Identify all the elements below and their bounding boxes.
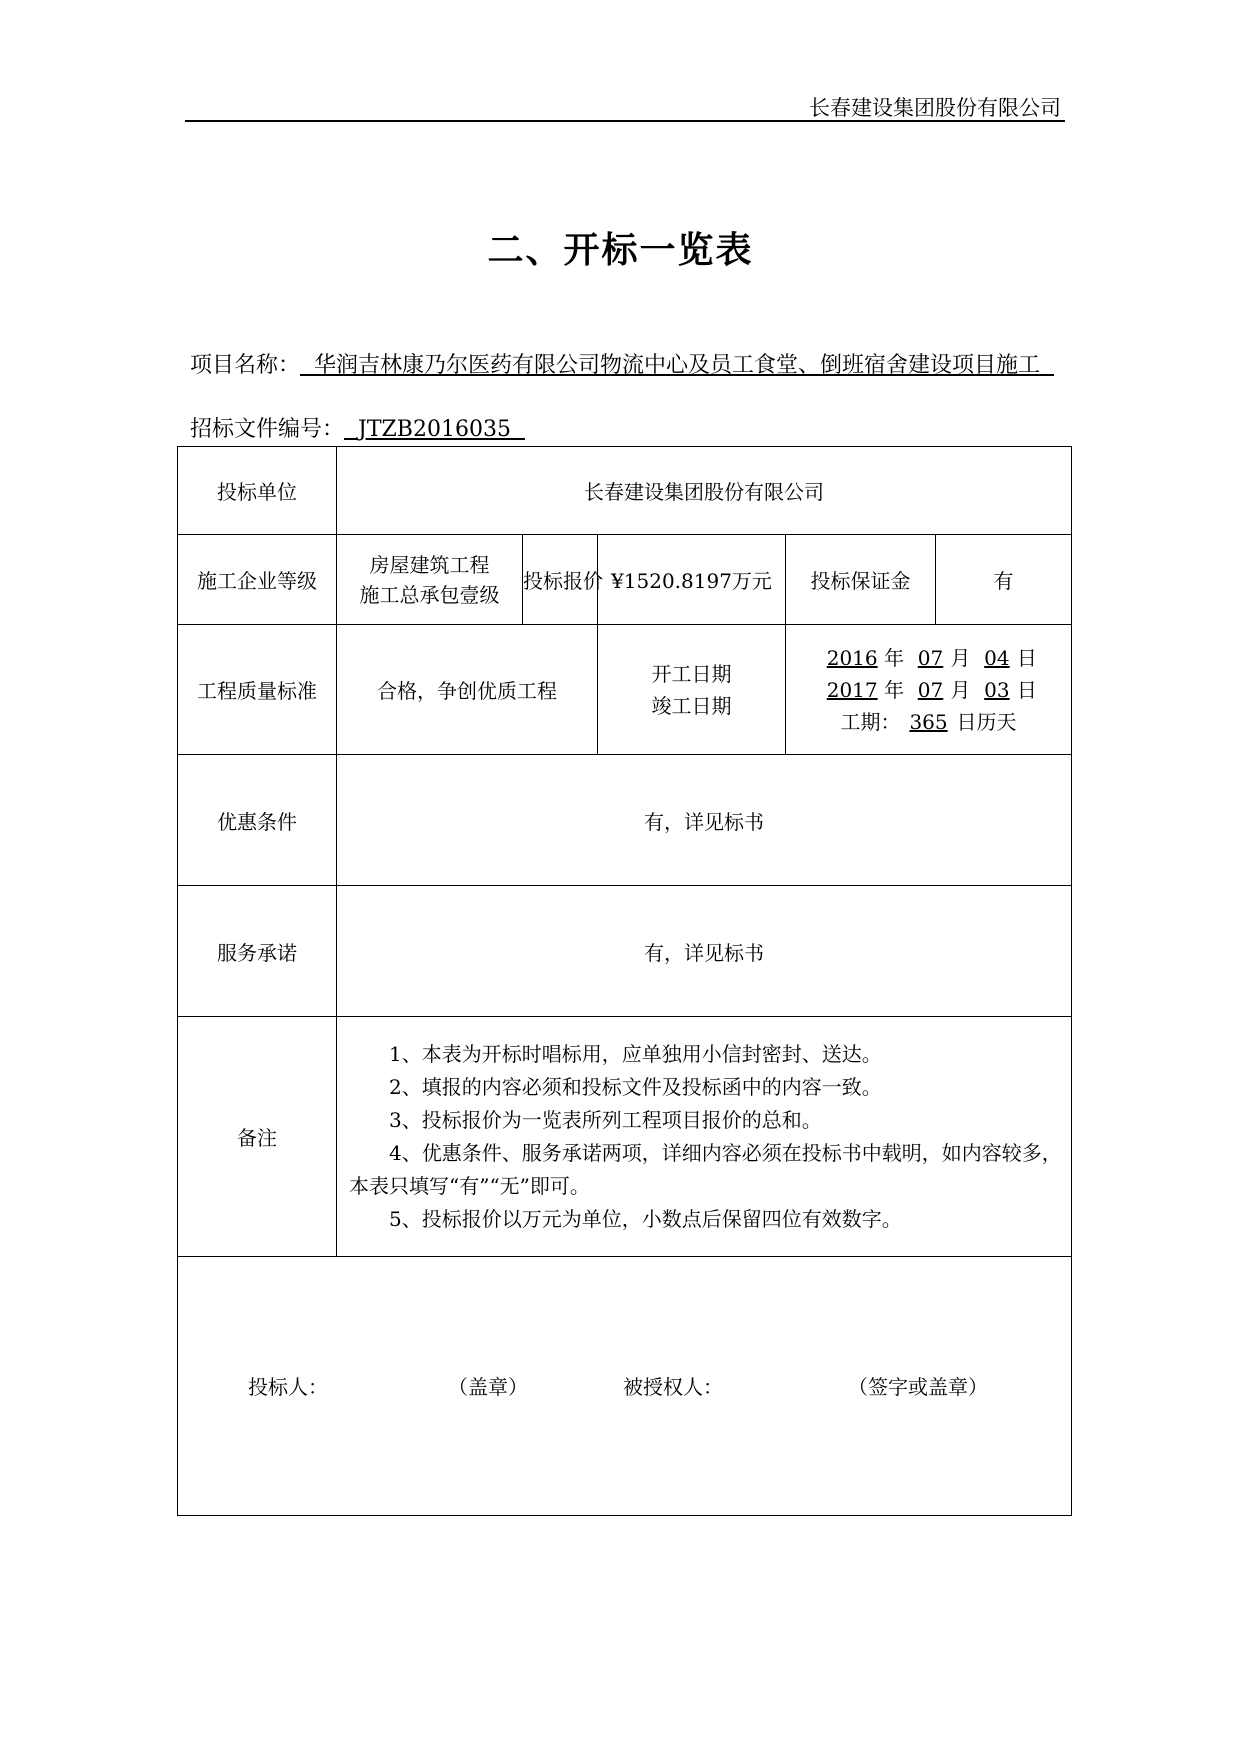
bidder-sign-label: 投标人：: [248, 1375, 328, 1399]
header-company: 长春建设集团股份有限公司: [809, 96, 1061, 120]
date-values: [786, 625, 1072, 755]
price-value: ¥1520.8197万元: [598, 535, 786, 625]
remarks-label: 备注: [178, 1017, 337, 1257]
doc-number-line: [190, 414, 525, 446]
deposit-label: 投标保证金: [786, 535, 936, 625]
bidder-label: 投标单位: [178, 447, 337, 535]
quality-label: 工程质量标准: [178, 625, 337, 755]
duration: 工期： 365 日历天: [840, 709, 1017, 734]
service-label: 服务承诺: [178, 886, 337, 1017]
remark-item: 3、投标报价为一览表所列工程项目报价的总和。: [389, 1107, 822, 1132]
remarks-list: [337, 1017, 1072, 1257]
deposit-value: 有: [936, 535, 1072, 625]
remark-item: 5、投标报价以万元为单位，小数点后保留四位有效数字。: [389, 1206, 902, 1231]
page-header: [185, 88, 1065, 122]
project-name: 华润吉林康乃尔医药有限公司物流中心及员工食堂、倒班宿舍建设项目施工: [314, 353, 1041, 378]
row-remarks: [178, 1017, 1072, 1257]
end-date: 2017 年 07 月 03 日: [826, 677, 1037, 702]
row-grade-price: [178, 535, 1072, 625]
doc-number-label: 招标文件编号：: [190, 417, 345, 442]
signature-cell: [178, 1257, 1072, 1516]
authorized-label: 被授权人：: [623, 1375, 723, 1399]
discount-label: 优惠条件: [178, 755, 337, 886]
remark-item: 4、优惠条件、服务承诺两项，详细内容必须在投标书中载明，如内容较多，本表只填写“有”“无”即可。: [349, 1140, 1062, 1198]
row-bidder: [178, 447, 1072, 535]
grade-label: 施工企业等级: [178, 535, 337, 625]
discount-value: 有，详见标书: [337, 755, 1072, 886]
grade-value: 房屋建筑工程 施工总承包壹级: [337, 535, 523, 625]
price-label: 投标报价: [523, 535, 598, 625]
project-label: 项目名称：: [190, 353, 301, 378]
project-name-line: [190, 350, 1070, 382]
row-signature: [178, 1257, 1072, 1516]
remark-item: 1、本表为开标时唱标用，应单独用小信封密封、送达。: [389, 1041, 882, 1066]
service-value: 有，详见标书: [337, 886, 1072, 1017]
row-service: [178, 886, 1072, 1017]
quality-value: 合格，争创优质工程: [337, 625, 598, 755]
doc-number: JTZB2016035: [358, 417, 511, 442]
sign-or-seal-note: （签字或盖章）: [848, 1375, 988, 1399]
row-quality-dates: [178, 625, 1072, 755]
page-title: 二、开标一览表: [487, 230, 754, 271]
bid-opening-table: [177, 446, 1072, 1516]
remark-item: 2、填报的内容必须和投标文件及投标函中的内容一致。: [389, 1074, 882, 1099]
row-discount: [178, 755, 1072, 886]
bidder-value: 长春建设集团股份有限公司: [337, 447, 1072, 535]
date-labels: 开工日期 竣工日期: [598, 625, 786, 755]
seal-note: （盖章）: [448, 1375, 528, 1399]
start-date: 2016 年 07 月 04 日: [826, 645, 1037, 670]
